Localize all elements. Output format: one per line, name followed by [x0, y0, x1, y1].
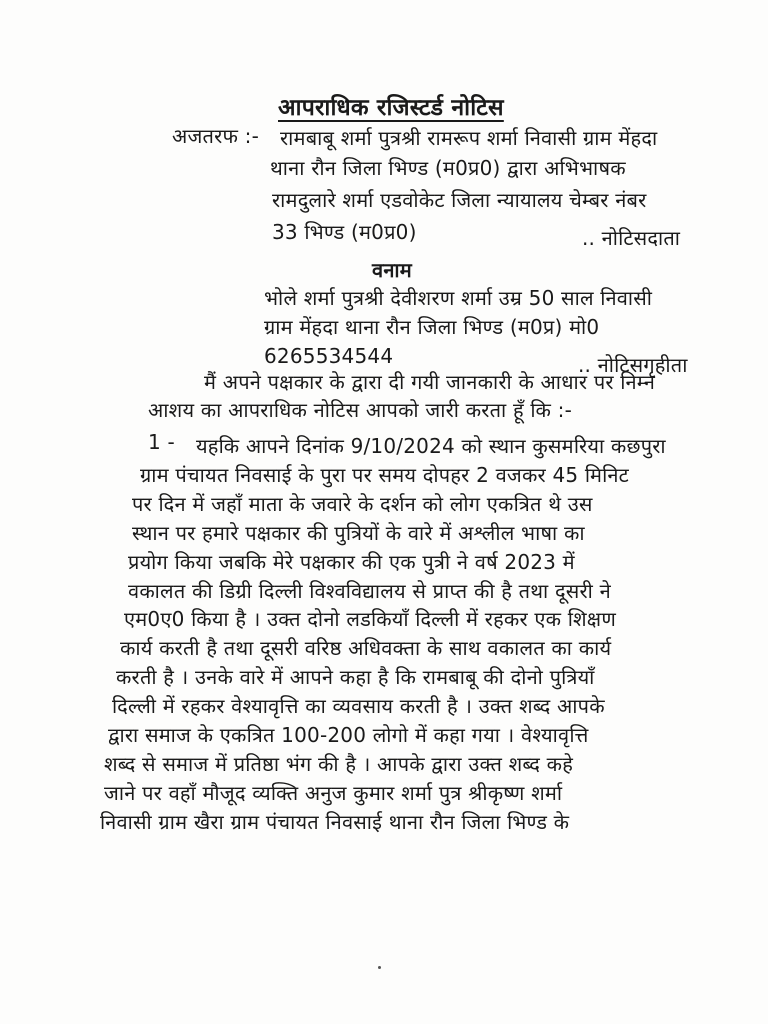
paragraph-line: ग्राम पंचायत निवसाई के पुरा पर समय दोपहर 2 वजकर 45 मिनिट	[140, 463, 629, 487]
paragraph-line: एम0ए0 किया है । उक्त दोनो लडकियाँ दिल्ली में रहकर एक शिक्षण	[124, 607, 616, 631]
recipient-line: भोले शर्मा पुत्रश्री देवीशरण शर्मा उम्र 50 साल निवासी	[264, 286, 653, 310]
sender-label: अजतरफ :-	[172, 124, 260, 148]
recipient-phone: 6265534544	[264, 344, 394, 368]
paragraph-line: शब्द से समाज में प्रतिष्ठा भंग की है । आपके द्वारा उक्त शब्द कहे	[104, 752, 574, 776]
sender-line: थाना रौन जिला भिण्ड (म0प्र0) द्वारा अभिभाषक	[270, 156, 626, 180]
recipient-line: ग्राम मेंहदा थाना रौन जिला भिण्ड (म0प्र) मो0	[264, 315, 600, 339]
paragraph-line: प्रयोग किया जबकि मेरे पक्षकार की एक पुत्री ने वर्ष 2023 में	[128, 550, 575, 574]
paragraph-line: निवासी ग्राम खैरा ग्राम पंचायत निवसाई थाना रौन जिला भिण्ड के	[100, 810, 570, 834]
intro-line: मैं अपने पक्षकार के द्वारा दी गयी जानकारी के आधार पर निम्न	[204, 370, 656, 394]
sender-line: रामदुलारे शर्मा एडवोकेट जिला न्यायालय चेम्बर नंबर	[272, 188, 647, 212]
paragraph-line: यहकि आपने दिनांक 9/10/2024 को स्थान कुसमरिया कछपुरा	[196, 434, 666, 458]
recipient-role: .. नोटिसगृहीता	[578, 353, 688, 377]
paragraph-line: पर दिन में जहाँ माता के जवारे के दर्शन को लोग एकत्रित थे उस	[132, 492, 593, 516]
paragraph-line: दिल्ली में रहकर वेश्यावृत्ति का व्यवसाय करती है । उक्त शब्द आपके	[112, 694, 605, 718]
notice-title: आपराधिक रजिस्टर्ड नोटिस	[278, 95, 504, 121]
paragraph-line: वकालत की डिग्री दिल्ली विश्वविद्यालय से प्राप्त की है तथा दूसरी ने	[128, 579, 611, 603]
paragraph-line: कार्य करती है तथा दूसरी वरिष्ठ अधिवक्ता के साथ वकालत का कार्य	[120, 636, 612, 660]
sender-line: रामबाबू शर्मा पुत्रश्री रामरूप शर्मा निवासी ग्राम मेंहदा	[280, 126, 658, 150]
versus-heading: वनाम	[372, 258, 412, 282]
paragraph-number: 1 -	[148, 430, 175, 454]
paragraph-line: करती है । उनके वारे में आपने कहा है कि रामबाबू की दोनो पुत्रियाँ	[116, 665, 595, 689]
sender-role: .. नोटिसदाता	[582, 226, 681, 250]
paragraph-line: स्थान पर हमारे पक्षकार की पुत्रियों के वारे में अश्लील भाषा का	[132, 521, 585, 545]
paper-speck	[378, 966, 381, 969]
paragraph-line: जाने पर वहाँ मौजूद व्यक्ति अनुज कुमार शर्मा पुत्र श्रीकृष्ण शर्मा	[104, 781, 563, 805]
intro-line: आशय का आपराधिक नोटिस आपको जारी करता हूँ कि :-	[148, 398, 573, 422]
paragraph-line: द्वारा समाज के एकत्रित 100-200 लोगो में कहा गया । वेश्यावृत्ति	[108, 723, 589, 747]
sender-line: 33 भिण्ड (म0प्र0)	[272, 220, 417, 244]
